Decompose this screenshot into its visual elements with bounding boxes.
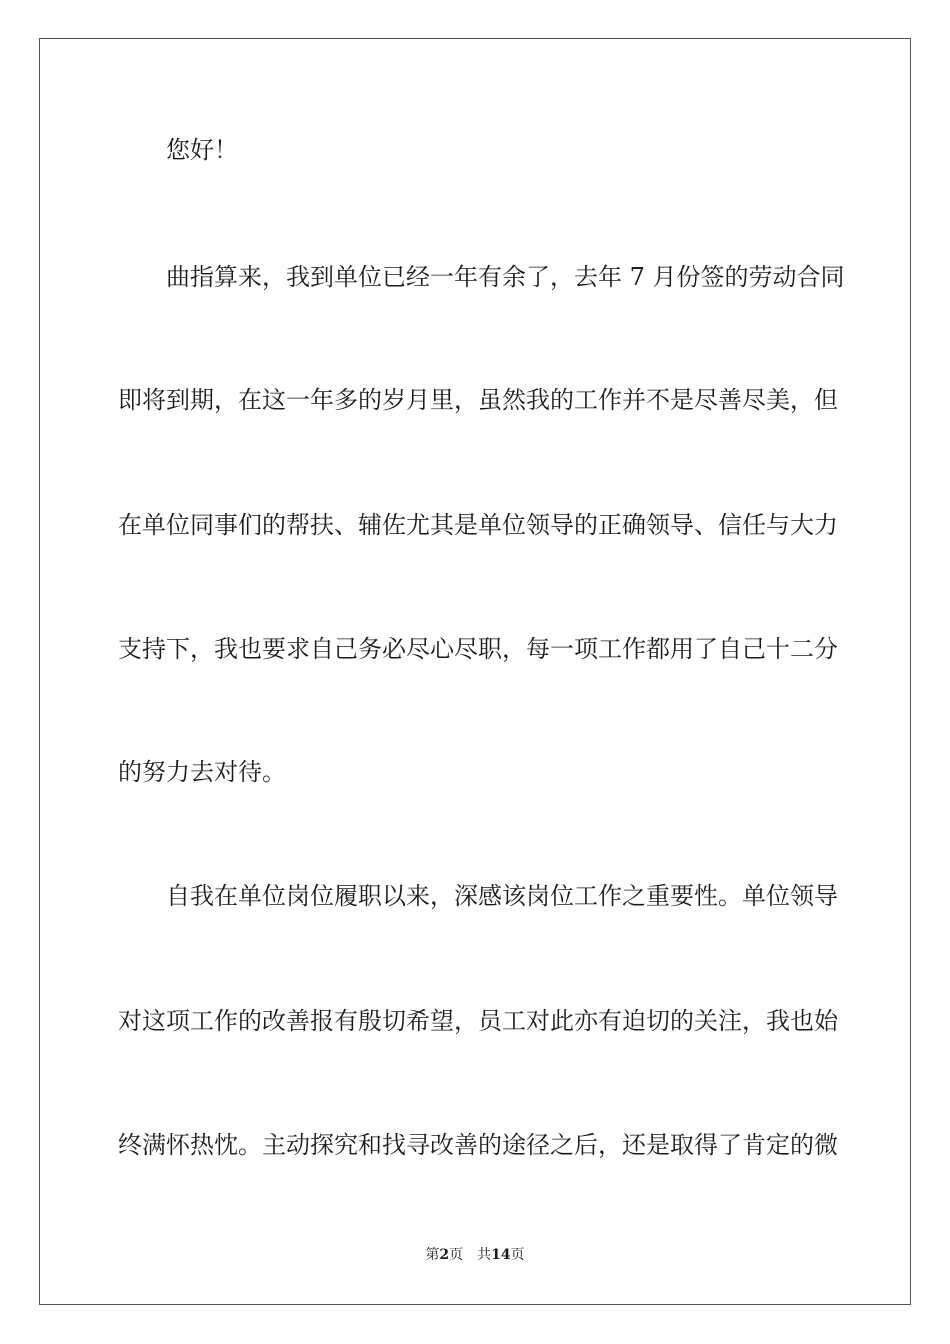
page-footer xyxy=(0,1246,950,1264)
total-pages: 14 xyxy=(491,1247,511,1263)
total-suffix: 页 xyxy=(510,1247,525,1263)
page-suffix: 页 xyxy=(449,1247,464,1263)
paragraph-1-line-5: 的努力去对待。 xyxy=(118,758,286,786)
paragraph-1-line-2: 即将到期，在这一年多的岁月里，虽然我的工作并不是尽善尽美，但 xyxy=(118,386,838,414)
paragraph-1-line-4: 支持下，我也要求自己务必尽心尽职，每一项工作都用了自己十二分 xyxy=(118,635,838,663)
paragraph-2-line-3: 终满怀热忱。主动探究和找寻改善的途径之后，还是取得了肯定的微 xyxy=(118,1131,838,1159)
page-number: 2 xyxy=(439,1247,450,1263)
paragraph-2-line-2: 对这项工作的改善报有殷切希望，员工对此亦有迫切的关注，我也始 xyxy=(118,1007,838,1035)
paragraph-1-line-1: 曲指算来，我到单位已经一年有余了，去年 7 月份签的劳动合同 xyxy=(166,263,845,291)
paragraph-2-line-1: 自我在单位岗位履职以来，深感该岗位工作之重要性。单位领导 xyxy=(166,882,838,910)
page-border xyxy=(39,38,911,1305)
paragraph-1-line-3: 在单位同事们的帮扶、辅佐尤其是单位领导的正确领导、信任与大力 xyxy=(118,511,838,539)
salutation: 您好！ xyxy=(166,136,238,164)
page-prefix: 第 xyxy=(425,1247,440,1263)
total-prefix: 共 xyxy=(477,1247,492,1263)
